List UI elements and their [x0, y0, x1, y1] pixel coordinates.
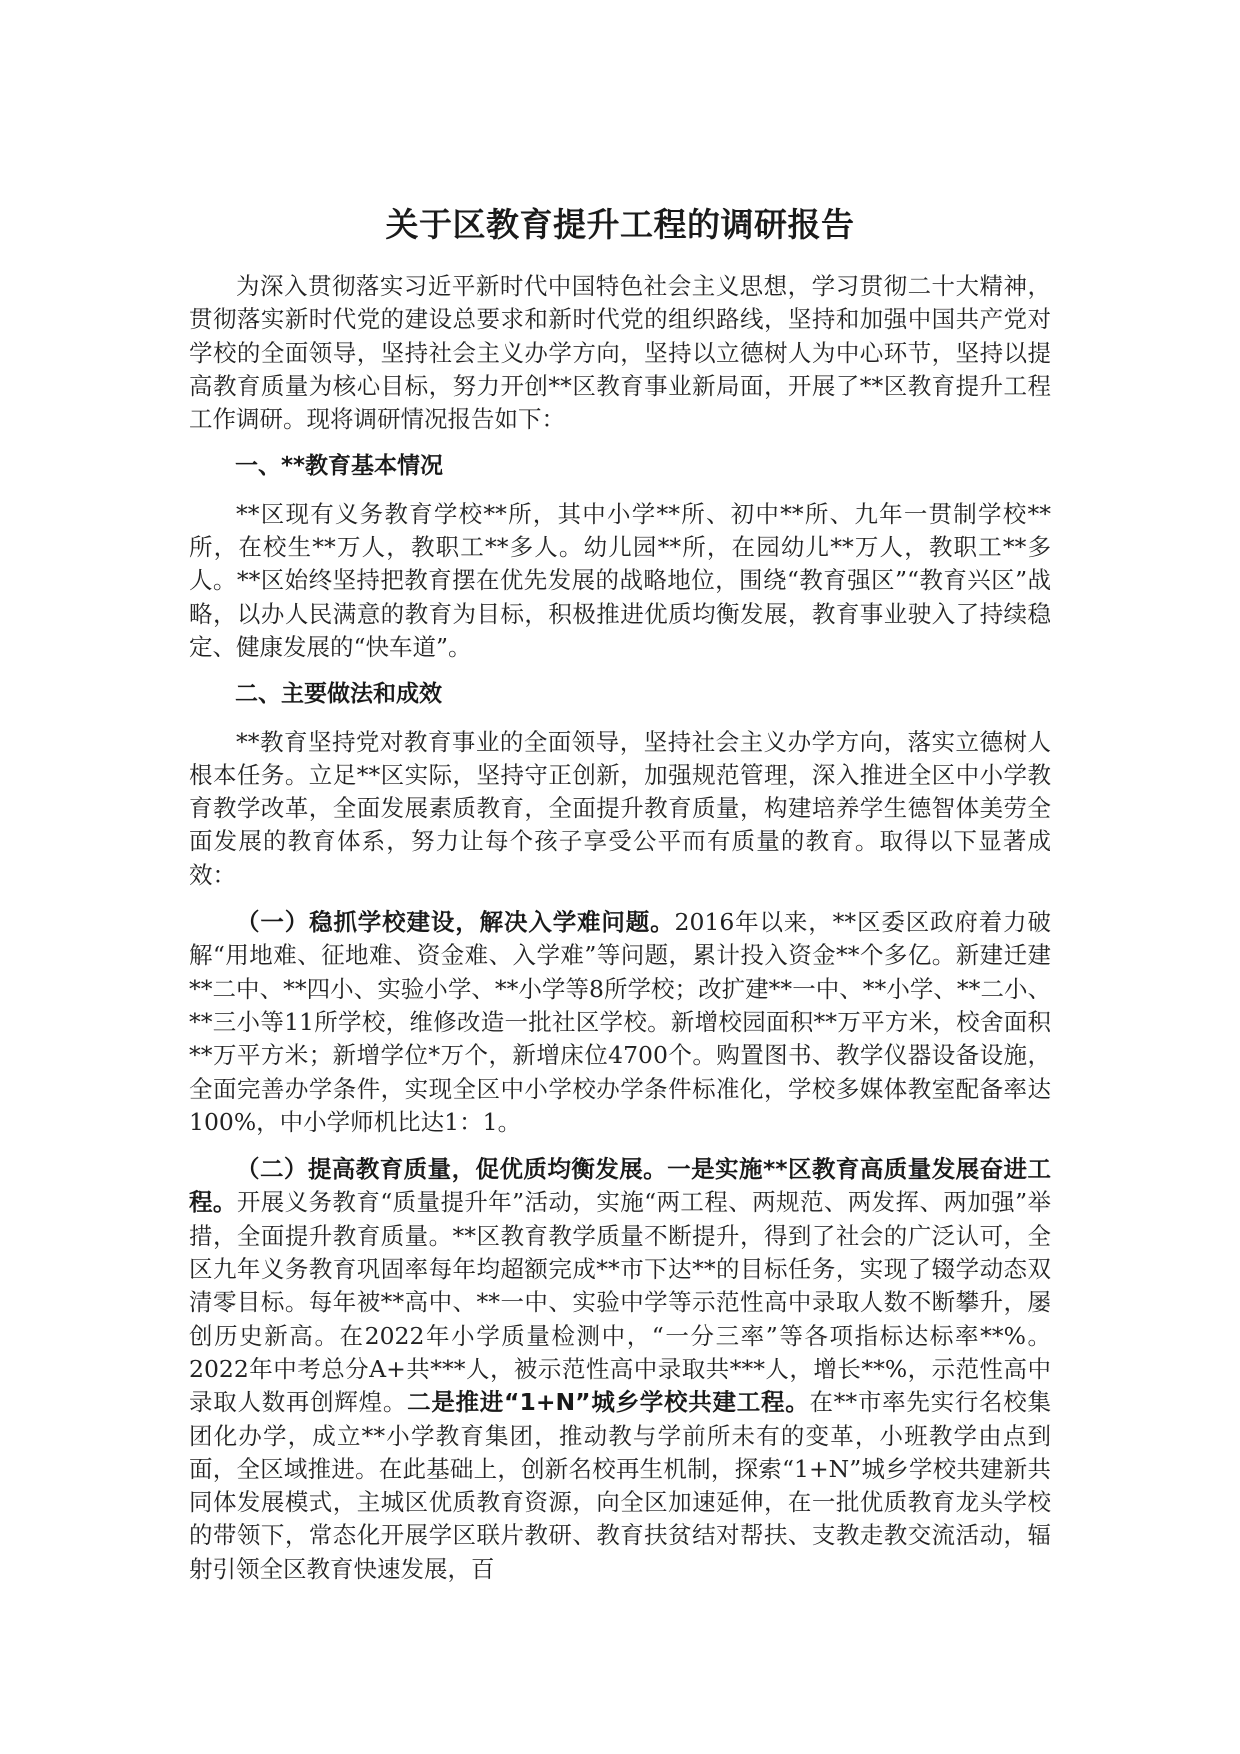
- document-title: 关于区教育提升工程的调研报告: [385, 205, 855, 244]
- item-school-construction-text: 2016年以来，**区委区政府着力破解“用地难、征地难、资金难、入学难”等问题，累计投入资金**个多亿。新建迁建**二中、**四小、实验小学、**小学等8所学校；改扩建**一中、**小学、**二小、**三小等11所学校，维修改造一批社区学校。新增校园面积**万平方米，校舍面积**万平方米；新增学位*万个，新增床位4700个。购置图书、教学仪器设备设施，全面完善办学条件，实现全区中小学校办学条件标准化，学校多媒体教室配备率达100%，中小学师机比达1：1。: [189, 908, 1051, 1136]
- subitem-quality-project-text: 开展义务教育“质量提升年”活动，实施“两工程、两规范、两发挥、两加强”举措，全面提升教育质量。**区教育教学质量不断提升，得到了社会的广泛认可，全区九年义务教育巩固率每年均超额完成**市下达**的目标任务，实现了辍学动态双清零目标。每年被**高中、**一中、实验中学等示范性高中录取人数不断攀升，屡创历史新高。在2022年小学质量检测中，“一分三率”等各项指标达标率**%。2022年中考总分A+共***人，被示范性高中录取共***人，增长**%，示范性高中录取人数再创辉煌。: [189, 1188, 1051, 1417]
- section-heading-basic-situation: 一、**教育基本情况: [235, 453, 444, 480]
- item-school-construction-lead: （一）稳抓学校建设，解决入学难问题。: [236, 908, 675, 937]
- document-body: [189, 270, 1051, 1600]
- intro-paragraph: 为深入贯彻落实习近平新时代中国特色社会主义思想，学习贯彻二十大精神，贯彻落实新时代党的建设总要求和新时代党的组织路线，坚持和加强中国共产党对学校的全面领导，坚持社会主义办学方向，坚持以立德树人为中心环节，坚持以提高教育质量为核心目标，努力开创**区教育事业新局面，开展了**区教育提升工程工作调研。现将调研情况报告如下：: [189, 272, 1051, 434]
- basic-situation-paragraph: **区现有义务教育学校**所，其中小学**所、初中**所、九年一贯制学校**所，在校生**万人，教职工**多人。幼儿园**所，在园幼儿**万人，教职工**多人。**区始终坚持把教育摆在优先发展的战略地位，围绕“教育强区”“教育兴区”战略，以办人民满意的教育为目标，积极推进优质均衡发展，教育事业驶入了持续稳定、健康发展的“快车道”。: [189, 499, 1051, 661]
- measures-results-paragraph: **教育坚持党对教育事业的全面领导，坚持社会主义办学方向，落实立德树人根本任务。立足**区实际，坚持守正创新，加强规范管理，深入推进全区中小学教育教学改革，全面发展素质教育，全面提升教育质量，构建培养学生德智体美劳全面发展的教育体系，努力让每个孩子享受公平而有质量的教育。取得以下显著成效：: [189, 727, 1051, 889]
- subitem-quality-project-lead: 一是实施**区教育高质量发展奋进工程。: [189, 1155, 1051, 1217]
- item-education-quality: [189, 1153, 1051, 1586]
- section-heading-measures-results: 二、主要做法和成效: [235, 681, 442, 708]
- item-school-construction: [189, 906, 1051, 1139]
- item-education-quality-lead: （二）提高教育质量，促优质均衡发展。: [236, 1155, 668, 1184]
- subitem-co-building-lead: 二是推进“1+N”城乡学校共建工程。: [407, 1388, 810, 1417]
- subitem-co-building-text: 在**市率先实行名校集团化办学，成立**小学教育集团，推动教与学前所未有的变革，小班教学由点到面，全区域推进。在此基础上，创新名校再生机制，探索“1+N”城乡学校共建新共同体发展模式，主城区优质教育资源，向全区加速延伸，在一批优质教育龙头学校的带领下，常态化开展学区联片教研、教育扶贫结对帮扶、支教走教交流活动，辐射引领全区教育快速发展，百: [189, 1388, 1052, 1583]
